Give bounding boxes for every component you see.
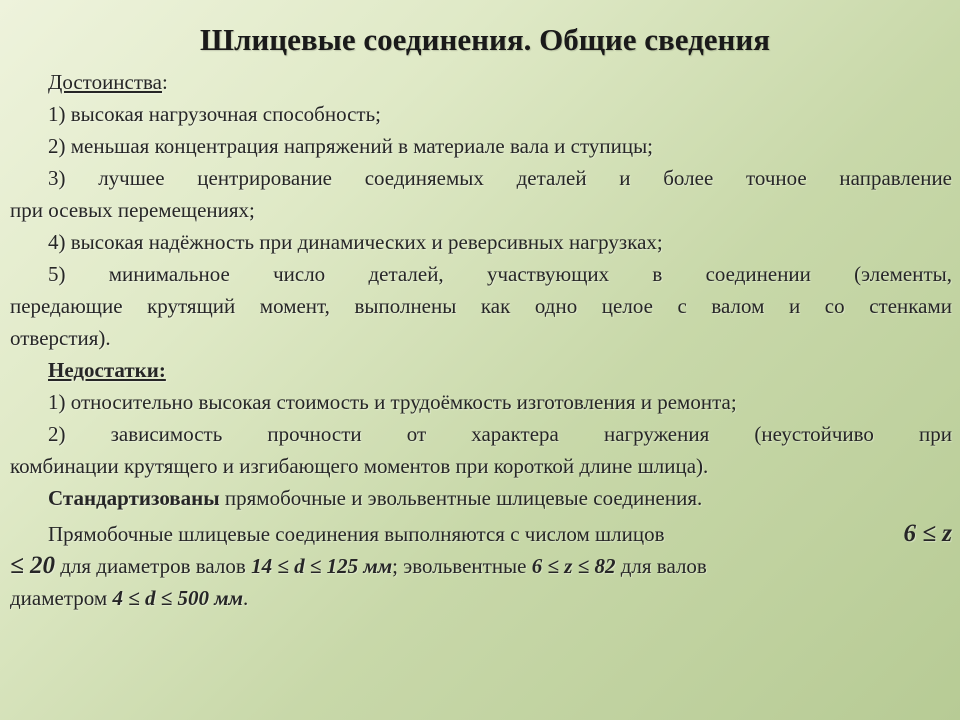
last-para-text-2c: для валов (615, 554, 707, 578)
advantage-item-5-end: отверстия). (10, 326, 111, 350)
disadvantages-heading: Недостатки: (48, 358, 166, 382)
advantage-item-5: 5) минимальное число деталей, участвующих в соединении (элементы, (48, 262, 952, 286)
last-paragraph-line-1 (10, 518, 952, 550)
formula-d-range-straight: 14 ≤ d ≤ 125 мм (251, 554, 393, 578)
disadvantage-item-1: 1) относительно высокая стоимость и трудоёмкость изготовления и ремонта; (48, 390, 737, 414)
last-para-text-2a: для диаметров валов (54, 554, 252, 578)
advantage-item-4: 4) высокая надёжность при динамических и реверсивных нагрузках; (48, 230, 663, 254)
advantages-heading: Достоинства (48, 70, 163, 94)
advantage-item-2: 2) меньшая концентрация напряжений в материале вала и ступицы; (48, 134, 654, 158)
slide-title: Шлицевые соединения. Общие сведения (199, 22, 771, 57)
advantage-item-5-cont: передающие крутящий момент, выполнены как одно целое с валом и со стенками (10, 294, 952, 318)
last-para-text-3a: диаметром (10, 586, 113, 610)
disadvantage-item-2-cont: комбинации крутящего и изгибающего моментов при короткой длине шлица). (10, 454, 709, 478)
slide-body (10, 66, 952, 614)
standardized-bold: Стандартизованы (48, 486, 220, 510)
advantage-item-1: 1) высокая нагрузочная способность; (48, 102, 382, 126)
formula-z-max: ≤ 20 (10, 552, 55, 579)
formula-d-range-involute: 4 ≤ d ≤ 500 мм (112, 586, 244, 610)
advantages-heading-line (10, 66, 952, 98)
disadvantage-item-2: 2) зависимость прочности от характера нагружения (неустойчиво при (48, 422, 952, 446)
last-para-text-1: Прямобочные шлицевые соединения выполняются с числом шлицов (48, 522, 665, 546)
standardized-line (10, 482, 952, 514)
formula-z-min: 6 ≤ z (903, 520, 952, 547)
last-paragraph-line-3 (10, 582, 952, 614)
last-para-text-2b: ; эвольвентные (392, 554, 532, 578)
advantage-item-3-cont: при осевых перемещениях; (10, 198, 255, 222)
last-para-text-3b: . (243, 586, 249, 610)
standardized-rest: прямобочные и эвольвентные шлицевые соединения. (219, 486, 703, 510)
advantage-item-3: 3) лучшее центрирование соединяемых деталей и более точное направление (48, 166, 952, 190)
last-paragraph-line-2 (10, 550, 952, 582)
advantages-heading-suffix: : (162, 70, 168, 94)
formula-z-range-involute: 6 ≤ z ≤ 82 (531, 554, 616, 578)
